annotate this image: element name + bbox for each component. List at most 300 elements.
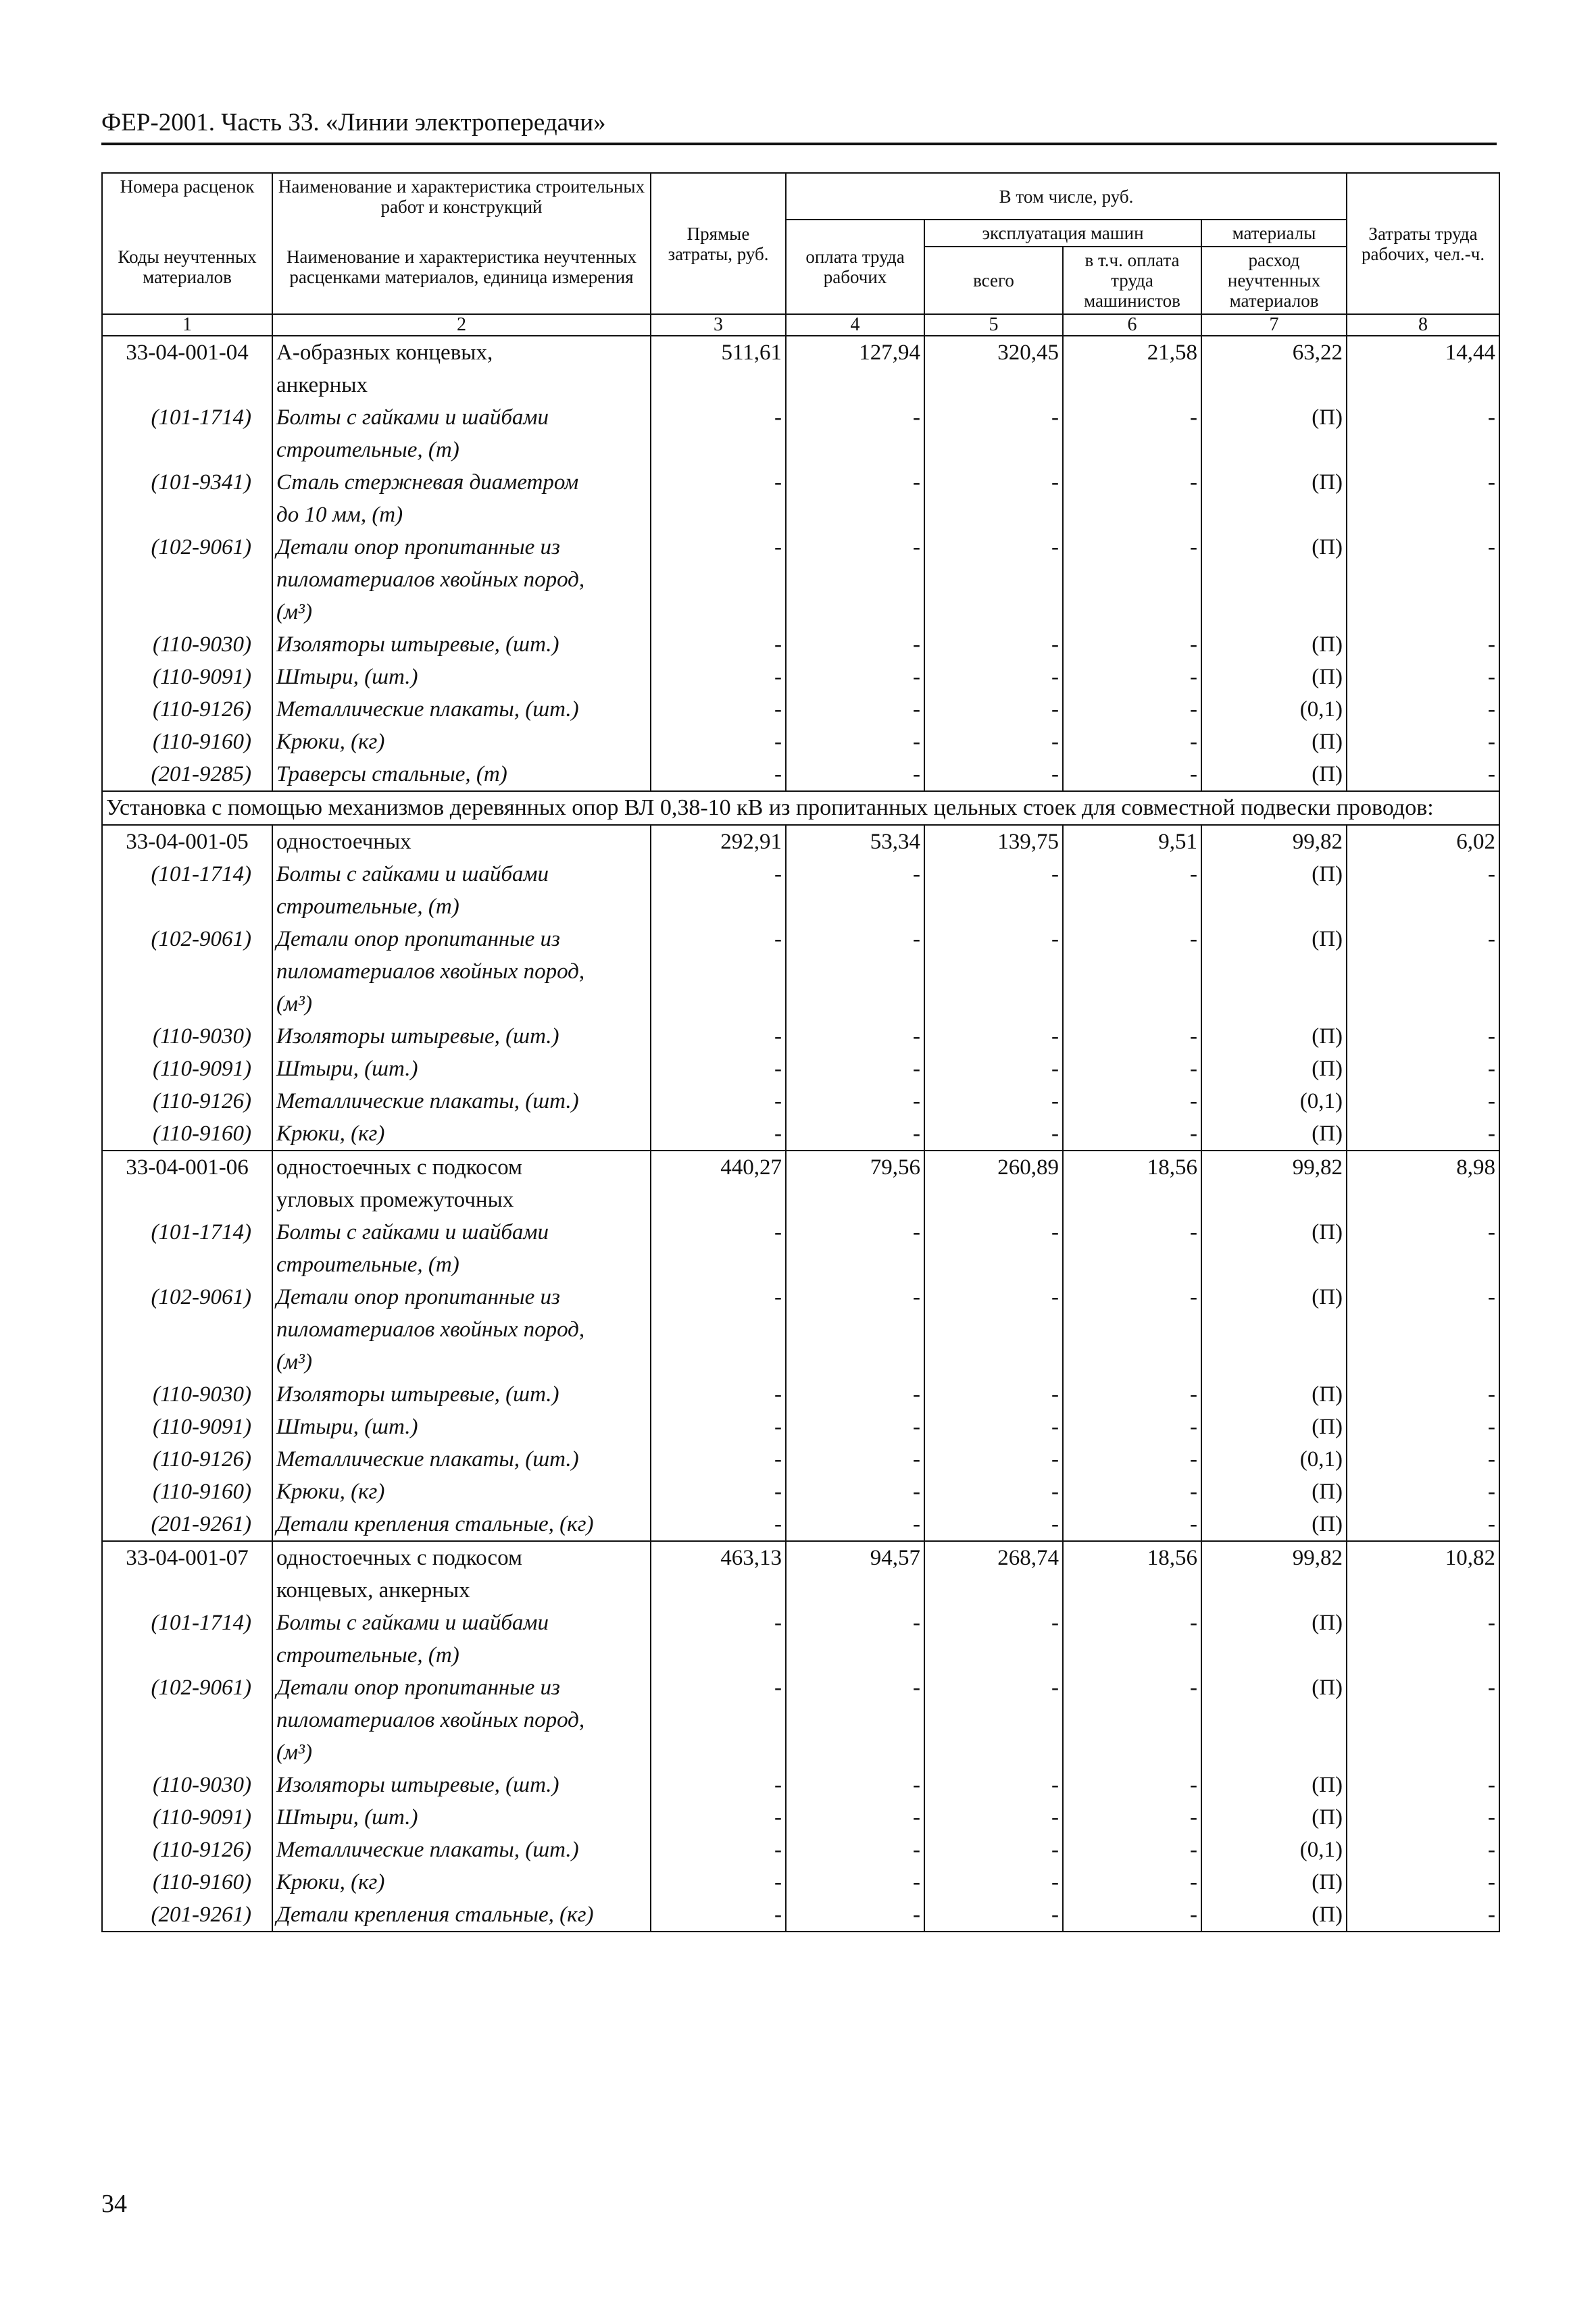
material-c4: - <box>786 1085 924 1117</box>
material-name-line: Крюки, (кг) <box>276 1870 385 1894</box>
material-name-line: Траверсы стальные, (т) <box>276 762 507 786</box>
material-code: (110-9091) <box>102 1801 272 1834</box>
material-c6: - <box>1063 1476 1201 1508</box>
colnum: 5 <box>924 314 1063 336</box>
material-c4: - <box>786 1411 924 1443</box>
material-row <box>102 531 1499 628</box>
material-c3: - <box>651 1117 786 1151</box>
material-name <box>272 858 651 923</box>
material-c7: (П) <box>1201 1508 1347 1541</box>
material-c7: (П) <box>1201 1020 1347 1053</box>
direct-cost: 511,61 <box>651 336 786 401</box>
material-c3: - <box>651 858 786 923</box>
material-name <box>272 1117 651 1151</box>
page-header: ФЕР-2001. Часть 33. «Линии электропередачи» <box>101 108 1497 145</box>
material-row <box>102 858 1499 923</box>
head-col6: в т.ч. оплата труда машинистов <box>1063 247 1201 314</box>
material-c8: - <box>1347 1020 1499 1053</box>
material-c6: - <box>1063 628 1201 661</box>
material-c3: - <box>651 1378 786 1411</box>
material-name-line: строительные, (т) <box>276 1253 459 1277</box>
material-c4: - <box>786 531 924 628</box>
material-c8: - <box>1347 758 1499 791</box>
material-name <box>272 726 651 758</box>
material-c4: - <box>786 661 924 693</box>
material-c4: - <box>786 1476 924 1508</box>
material-c8: - <box>1347 1476 1499 1508</box>
material-c7: (П) <box>1201 466 1347 531</box>
table-head <box>102 173 1499 336</box>
material-c8: - <box>1347 628 1499 661</box>
material-c8: - <box>1347 1898 1499 1932</box>
material-name-line: строительные, (т) <box>276 438 459 462</box>
material-name <box>272 1898 651 1932</box>
material-c3: - <box>651 1607 786 1671</box>
material-code: (201-9285) <box>102 758 272 791</box>
material-c5: - <box>924 1476 1063 1508</box>
material-name <box>272 466 651 531</box>
direct-cost: 463,13 <box>651 1541 786 1607</box>
machines-total: 139,75 <box>924 825 1063 858</box>
material-row <box>102 1443 1499 1476</box>
material-code: (101-1714) <box>102 858 272 923</box>
material-c8: - <box>1347 1801 1499 1834</box>
material-c3: - <box>651 531 786 628</box>
section-title: Установка с помощью механизмов деревянных опор ВЛ 0,38-10 кВ из пропитанных цельных стоек для совместной подвески проводов: <box>102 791 1499 825</box>
material-name-line: Металлические плакаты, (шт.) <box>276 1447 579 1472</box>
material-c7: (П) <box>1201 923 1347 1020</box>
material-c8: - <box>1347 1053 1499 1085</box>
colnum: 7 <box>1201 314 1347 336</box>
material-c7: (П) <box>1201 1801 1347 1834</box>
material-c3: - <box>651 1671 786 1769</box>
material-c5: - <box>924 1866 1063 1898</box>
material-code: (110-9160) <box>102 1866 272 1898</box>
material-c4: - <box>786 1020 924 1053</box>
material-c8: - <box>1347 1834 1499 1866</box>
material-code: (110-9030) <box>102 628 272 661</box>
material-code: (101-1714) <box>102 1607 272 1671</box>
material-c7: (П) <box>1201 401 1347 466</box>
material-c7: (0,1) <box>1201 1085 1347 1117</box>
rate-code: 33-04-001-06 <box>102 1151 272 1216</box>
material-c7: (П) <box>1201 1117 1347 1151</box>
material-row <box>102 1117 1499 1151</box>
material-c4: - <box>786 466 924 531</box>
material-c6: - <box>1063 923 1201 1020</box>
rates-table <box>101 172 1500 1932</box>
material-c5: - <box>924 401 1063 466</box>
labor-hours: 6,02 <box>1347 825 1499 858</box>
material-c8: - <box>1347 1607 1499 1671</box>
colnum: 8 <box>1347 314 1499 336</box>
material-name-line: Штыри, (шт.) <box>276 1057 418 1081</box>
colnum: 2 <box>272 314 651 336</box>
material-c4: - <box>786 1769 924 1801</box>
material-c6: - <box>1063 1020 1201 1053</box>
material-name-line: Металлические плакаты, (шт.) <box>276 697 579 722</box>
rate-name-line: одностоечных с подкосом <box>276 1546 522 1570</box>
material-c5: - <box>924 858 1063 923</box>
material-c6: - <box>1063 1898 1201 1932</box>
material-c6: - <box>1063 1411 1201 1443</box>
material-row <box>102 693 1499 726</box>
material-row <box>102 1671 1499 1769</box>
machines-total: 268,74 <box>924 1541 1063 1607</box>
machinist-pay: 18,56 <box>1063 1151 1201 1216</box>
material-c7: (П) <box>1201 1607 1347 1671</box>
rate-name <box>272 1151 651 1216</box>
material-c5: - <box>924 1281 1063 1378</box>
material-c4: - <box>786 1801 924 1834</box>
material-name-line: Болты с гайками и шайбами <box>276 1611 549 1635</box>
material-c4: - <box>786 1443 924 1476</box>
material-c8: - <box>1347 1117 1499 1151</box>
materials-cost: 99,82 <box>1201 1151 1347 1216</box>
material-row <box>102 1476 1499 1508</box>
material-c6: - <box>1063 1769 1201 1801</box>
material-c7: (0,1) <box>1201 1443 1347 1476</box>
material-c3: - <box>651 1834 786 1866</box>
material-c4: - <box>786 1117 924 1151</box>
materials-cost: 63,22 <box>1201 336 1347 401</box>
material-name-line: пиломатериалов хвойных пород, <box>276 1317 585 1342</box>
material-c6: - <box>1063 1216 1201 1281</box>
materials-cost: 99,82 <box>1201 825 1347 858</box>
material-name <box>272 628 651 661</box>
rate-name-line: одностоечных <box>276 830 412 854</box>
head-col3: Прямые затраты, руб. <box>651 173 786 314</box>
material-name <box>272 1443 651 1476</box>
material-c5: - <box>924 1769 1063 1801</box>
material-row <box>102 401 1499 466</box>
page-number: 34 <box>101 2190 127 2218</box>
head-col1-bottom: Коды неучтенных материалов <box>102 220 272 314</box>
material-name-line: Болты с гайками и шайбами <box>276 1220 549 1244</box>
material-c4: - <box>786 1281 924 1378</box>
material-c7: (П) <box>1201 1378 1347 1411</box>
material-code: (102-9061) <box>102 1281 272 1378</box>
direct-cost: 440,27 <box>651 1151 786 1216</box>
material-name-line: Штыри, (шт.) <box>276 1415 418 1439</box>
material-c5: - <box>924 1117 1063 1151</box>
material-row <box>102 758 1499 791</box>
material-c7: (П) <box>1201 628 1347 661</box>
material-c3: - <box>651 1801 786 1834</box>
material-code: (101-9341) <box>102 466 272 531</box>
material-c3: - <box>651 923 786 1020</box>
material-c3: - <box>651 726 786 758</box>
material-c3: - <box>651 1216 786 1281</box>
material-name-line: Штыри, (шт.) <box>276 1805 418 1830</box>
material-c4: - <box>786 1053 924 1085</box>
material-c4: - <box>786 726 924 758</box>
labor-hours: 14,44 <box>1347 336 1499 401</box>
material-c5: - <box>924 1607 1063 1671</box>
rate-code: 33-04-001-07 <box>102 1541 272 1607</box>
material-name <box>272 758 651 791</box>
material-c7: (П) <box>1201 1898 1347 1932</box>
material-c6: - <box>1063 1378 1201 1411</box>
material-name <box>272 693 651 726</box>
material-c6: - <box>1063 1443 1201 1476</box>
material-c3: - <box>651 1769 786 1801</box>
material-code: (110-9126) <box>102 1834 272 1866</box>
material-c6: - <box>1063 758 1201 791</box>
material-c6: - <box>1063 531 1201 628</box>
material-name <box>272 401 651 466</box>
material-c6: - <box>1063 1508 1201 1541</box>
material-name-line: Крюки, (кг) <box>276 1480 385 1504</box>
material-name-line: Изоляторы штыревые, (шт.) <box>276 1024 559 1049</box>
material-name-line: Изоляторы штыревые, (шт.) <box>276 1773 559 1797</box>
material-name-line: Детали опор пропитанные из <box>276 927 560 951</box>
material-c8: - <box>1347 1443 1499 1476</box>
material-c3: - <box>651 1898 786 1932</box>
material-row <box>102 466 1499 531</box>
section-block <box>102 791 1499 825</box>
material-c5: - <box>924 923 1063 1020</box>
head-machines: эксплуатация машин <box>924 220 1201 247</box>
material-row <box>102 923 1499 1020</box>
material-c3: - <box>651 661 786 693</box>
material-name-line: Металлические плакаты, (шт.) <box>276 1089 579 1113</box>
material-name <box>272 1801 651 1834</box>
material-name <box>272 1085 651 1117</box>
material-row <box>102 661 1499 693</box>
material-c3: - <box>651 628 786 661</box>
material-c8: - <box>1347 858 1499 923</box>
material-name <box>272 923 651 1020</box>
material-code: (110-9126) <box>102 1443 272 1476</box>
rate-name <box>272 825 651 858</box>
material-c3: - <box>651 1508 786 1541</box>
material-c5: - <box>924 1020 1063 1053</box>
material-c7: (П) <box>1201 858 1347 923</box>
material-c4: - <box>786 1671 924 1769</box>
colnum: 1 <box>102 314 272 336</box>
material-c8: - <box>1347 661 1499 693</box>
material-name-line: (м³) <box>276 1740 312 1765</box>
material-c8: - <box>1347 1378 1499 1411</box>
material-c5: - <box>924 1053 1063 1085</box>
material-row <box>102 726 1499 758</box>
material-c4: - <box>786 923 924 1020</box>
material-name <box>272 1607 651 1671</box>
material-c6: - <box>1063 1671 1201 1769</box>
machinist-pay: 9,51 <box>1063 825 1201 858</box>
material-name-line: (м³) <box>276 992 312 1016</box>
material-name-line: Штыри, (шт.) <box>276 665 418 689</box>
material-c7: (П) <box>1201 1476 1347 1508</box>
rate-name-line: А-образных концевых, <box>276 341 493 365</box>
rate-name-line: угловых промежуточных <box>276 1188 514 1212</box>
material-c5: - <box>924 1671 1063 1769</box>
material-code: (110-9030) <box>102 1769 272 1801</box>
labor-pay: 94,57 <box>786 1541 924 1607</box>
material-c3: - <box>651 1085 786 1117</box>
material-c6: - <box>1063 1117 1201 1151</box>
material-name-line: строительные, (т) <box>276 1643 459 1667</box>
rate-name <box>272 336 651 401</box>
material-c7: (П) <box>1201 661 1347 693</box>
material-row <box>102 1898 1499 1932</box>
material-c8: - <box>1347 1671 1499 1769</box>
material-c5: - <box>924 1898 1063 1932</box>
material-code: (201-9261) <box>102 1508 272 1541</box>
machines-total: 320,45 <box>924 336 1063 401</box>
material-c5: - <box>924 1508 1063 1541</box>
material-c3: - <box>651 401 786 466</box>
material-name-line: Крюки, (кг) <box>276 730 385 754</box>
labor-hours: 10,82 <box>1347 1541 1499 1607</box>
material-c3: - <box>651 693 786 726</box>
rate-group-06 <box>102 1151 1499 1541</box>
head-col8: Затраты труда рабочих, чел.-ч. <box>1347 173 1499 314</box>
material-c8: - <box>1347 1085 1499 1117</box>
material-c6: - <box>1063 693 1201 726</box>
material-c7: (П) <box>1201 1411 1347 1443</box>
head-col7: расход неучтенных материалов <box>1201 247 1347 314</box>
material-c6: - <box>1063 1607 1201 1671</box>
head-col4: оплата труда рабочих <box>786 220 924 314</box>
material-code: (201-9261) <box>102 1898 272 1932</box>
material-name <box>272 1476 651 1508</box>
material-row <box>102 1834 1499 1866</box>
material-row <box>102 1411 1499 1443</box>
material-c3: - <box>651 1476 786 1508</box>
material-c6: - <box>1063 1281 1201 1378</box>
material-c4: - <box>786 1378 924 1411</box>
material-c4: - <box>786 758 924 791</box>
material-name-line: пиломатериалов хвойных пород, <box>276 568 585 592</box>
machinist-pay: 21,58 <box>1063 336 1201 401</box>
head-col5: всего <box>924 247 1063 314</box>
material-name-line: Детали опор пропитанные из <box>276 1676 560 1700</box>
material-name <box>272 1769 651 1801</box>
rate-row <box>102 1151 1499 1216</box>
rate-group-07 <box>102 1541 1499 1932</box>
material-row <box>102 1053 1499 1085</box>
labor-hours: 8,98 <box>1347 1151 1499 1216</box>
material-row <box>102 1508 1499 1541</box>
material-row <box>102 1216 1499 1281</box>
rate-name-line: анкерных <box>276 373 368 397</box>
material-c3: - <box>651 1281 786 1378</box>
material-c4: - <box>786 1508 924 1541</box>
material-name-line: Изоляторы штыревые, (шт.) <box>276 1382 559 1407</box>
material-name-line: Детали опор пропитанные из <box>276 535 560 559</box>
material-c6: - <box>1063 466 1201 531</box>
material-name-line: Детали крепления стальные, (кг) <box>276 1512 594 1536</box>
material-c8: - <box>1347 1411 1499 1443</box>
material-name-line: (м³) <box>276 1350 312 1374</box>
material-name-line: пиломатериалов хвойных пород, <box>276 1708 585 1732</box>
head-col2-top: Наименование и характеристика строительных работ и конструкций <box>272 173 651 220</box>
column-numbers-row <box>102 314 1499 336</box>
material-row <box>102 628 1499 661</box>
material-c7: (0,1) <box>1201 1834 1347 1866</box>
material-c4: - <box>786 1607 924 1671</box>
rate-name <box>272 1541 651 1607</box>
material-name <box>272 1281 651 1378</box>
material-code: (110-9091) <box>102 1411 272 1443</box>
material-name <box>272 1216 651 1281</box>
material-c7: (П) <box>1201 1216 1347 1281</box>
section-row <box>102 791 1499 825</box>
material-name <box>272 1020 651 1053</box>
material-c3: - <box>651 1443 786 1476</box>
material-name <box>272 1378 651 1411</box>
rate-group-04 <box>102 336 1499 791</box>
labor-pay: 53,34 <box>786 825 924 858</box>
material-c6: - <box>1063 858 1201 923</box>
material-c4: - <box>786 1834 924 1866</box>
material-c4: - <box>786 1898 924 1932</box>
material-c8: - <box>1347 1769 1499 1801</box>
material-name-line: до 10 мм, (т) <box>276 503 403 527</box>
materials-cost: 99,82 <box>1201 1541 1347 1607</box>
material-c8: - <box>1347 401 1499 466</box>
direct-cost: 292,91 <box>651 825 786 858</box>
rate-code: 33-04-001-04 <box>102 336 272 401</box>
material-name-line: Крюки, (кг) <box>276 1122 385 1146</box>
head-materials: материалы <box>1201 220 1347 247</box>
material-code: (110-9030) <box>102 1020 272 1053</box>
material-c8: - <box>1347 726 1499 758</box>
material-name-line: Детали крепления стальные, (кг) <box>276 1903 594 1927</box>
material-c4: - <box>786 1216 924 1281</box>
rate-row <box>102 825 1499 858</box>
material-name-line: Болты с гайками и шайбами <box>276 862 549 886</box>
material-c4: - <box>786 858 924 923</box>
material-code: (102-9061) <box>102 923 272 1020</box>
rate-code: 33-04-001-05 <box>102 825 272 858</box>
material-c7: (П) <box>1201 1769 1347 1801</box>
material-name-line: Металлические плакаты, (шт.) <box>276 1838 579 1862</box>
material-row <box>102 1607 1499 1671</box>
material-c6: - <box>1063 401 1201 466</box>
material-row <box>102 1866 1499 1898</box>
material-c8: - <box>1347 531 1499 628</box>
material-row <box>102 1769 1499 1801</box>
material-c7: (П) <box>1201 1281 1347 1378</box>
material-c3: - <box>651 1866 786 1898</box>
material-c5: - <box>924 466 1063 531</box>
material-name-line: пиломатериалов хвойных пород, <box>276 959 585 984</box>
material-c3: - <box>651 466 786 531</box>
material-code: (110-9030) <box>102 1378 272 1411</box>
rate-row <box>102 1541 1499 1607</box>
rate-name-line: концевых, анкерных <box>276 1578 470 1603</box>
material-code: (110-9126) <box>102 693 272 726</box>
material-name <box>272 1411 651 1443</box>
material-c4: - <box>786 628 924 661</box>
material-c6: - <box>1063 1053 1201 1085</box>
material-name-line: Изоляторы штыревые, (шт.) <box>276 632 559 657</box>
material-c5: - <box>924 1834 1063 1866</box>
material-name <box>272 1834 651 1866</box>
head-group: В том числе, руб. <box>786 173 1347 220</box>
material-c7: (П) <box>1201 1866 1347 1898</box>
machines-total: 260,89 <box>924 1151 1063 1216</box>
head-col2-bottom: Наименование и характеристика неучтенных расценками материалов, единица измерения <box>272 220 651 314</box>
material-c3: - <box>651 1411 786 1443</box>
material-code: (110-9126) <box>102 1085 272 1117</box>
material-c5: - <box>924 531 1063 628</box>
material-c7: (0,1) <box>1201 693 1347 726</box>
material-code: (110-9091) <box>102 661 272 693</box>
